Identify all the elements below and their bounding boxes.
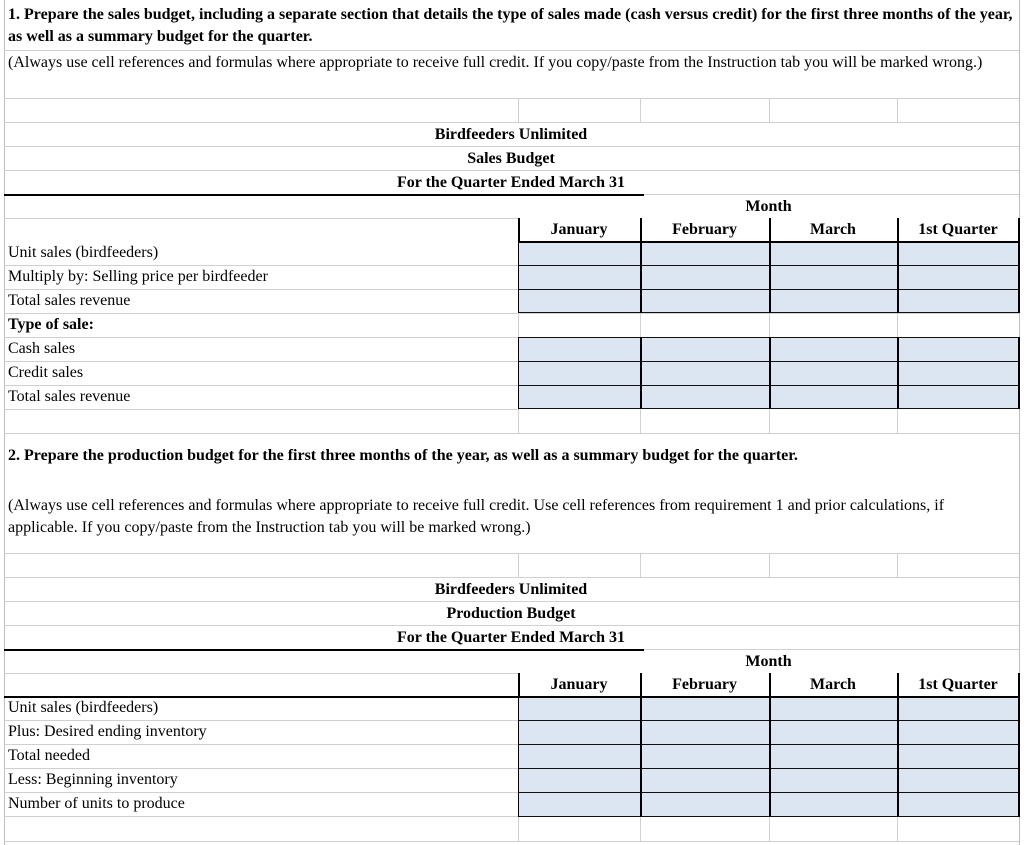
q2-col-quarter: 1st Quarter xyxy=(918,676,998,693)
q2-period: For the Quarter Ended March 31 xyxy=(397,629,625,646)
q1-input-january-b[interactable] xyxy=(519,338,640,408)
q1-col-march: March xyxy=(810,221,856,238)
q1-period: For the Quarter Ended March 31 xyxy=(397,174,625,191)
q2-heading: 2. Prepare the production budget for the first three months of the year, as well as a summary budget for the quarter. xyxy=(8,447,798,464)
q2-month-header: Month xyxy=(745,653,792,670)
q1-row-unit-sales: Unit sales (birdfeeders) xyxy=(8,244,159,261)
q2-input-quarter[interactable] xyxy=(899,698,1018,816)
q1-heading: 1. Prepare the sales budget, including a separate section that details the type of sales made (cash versus credit) for the first three months of the year, as well as a summary budget for the quarter. xyxy=(8,6,1013,45)
q1-input-january-a[interactable] xyxy=(519,243,640,313)
q1-row-total-revenue-2: Total sales revenue xyxy=(8,388,131,405)
q1-company: Birdfeeders Unlimited xyxy=(434,126,588,143)
q1-col-quarter: 1st Quarter xyxy=(918,221,998,238)
q2-company: Birdfeeders Unlimited xyxy=(434,581,588,598)
q2-row-ending-inventory: Plus: Desired ending inventory xyxy=(8,723,207,740)
q1-input-march-a[interactable] xyxy=(771,243,897,313)
q2-row-unit-sales: Unit sales (birdfeeders) xyxy=(8,699,159,716)
q2-input-february[interactable] xyxy=(642,698,769,816)
q1-input-quarter-b[interactable] xyxy=(899,338,1018,408)
q2-row-total-needed: Total needed xyxy=(8,747,90,764)
q2-col-march: March xyxy=(810,676,856,693)
q2-title: Production Budget xyxy=(446,605,576,622)
sheet-left-border xyxy=(4,0,5,845)
q1-row-credit-sales: Credit sales xyxy=(8,364,84,381)
q1-row-selling-price: Multiply by: Selling price per birdfeeder xyxy=(8,268,268,285)
q1-input-quarter-a[interactable] xyxy=(899,243,1018,313)
q1-row-cash-sales: Cash sales xyxy=(8,340,76,357)
q2-row-beginning-inventory: Less: Beginning inventory xyxy=(8,771,178,788)
q2-col-january: January xyxy=(550,676,608,693)
q1-row-total-revenue: Total sales revenue xyxy=(8,292,131,309)
q2-input-january[interactable] xyxy=(519,698,640,816)
q2-note: (Always use cell references and formulas where appropriate to receive full credit. Use cell references from requirement 1 and prior calculations, if applicable. If you copy/paste from the Instruction tab you will be marked wrong.) xyxy=(8,497,945,536)
q1-input-march-b[interactable] xyxy=(771,338,897,408)
q1-input-february-a[interactable] xyxy=(642,243,769,313)
q2-input-march[interactable] xyxy=(771,698,897,816)
q1-month-header: Month xyxy=(745,198,792,215)
q1-title: Sales Budget xyxy=(467,150,555,167)
q2-row-units-to-produce: Number of units to produce xyxy=(8,795,185,812)
q1-input-february-b[interactable] xyxy=(642,338,769,408)
q2-col-february: February xyxy=(672,676,737,693)
q1-note: (Always use cell references and formulas where appropriate to receive full credit. If you copy/paste from the Instruction tab you will be marked wrong.) xyxy=(8,54,983,71)
q1-col-january: January xyxy=(550,221,608,238)
q1-row-type-of-sale: Type of sale: xyxy=(8,316,94,333)
q1-col-february: February xyxy=(672,221,737,238)
